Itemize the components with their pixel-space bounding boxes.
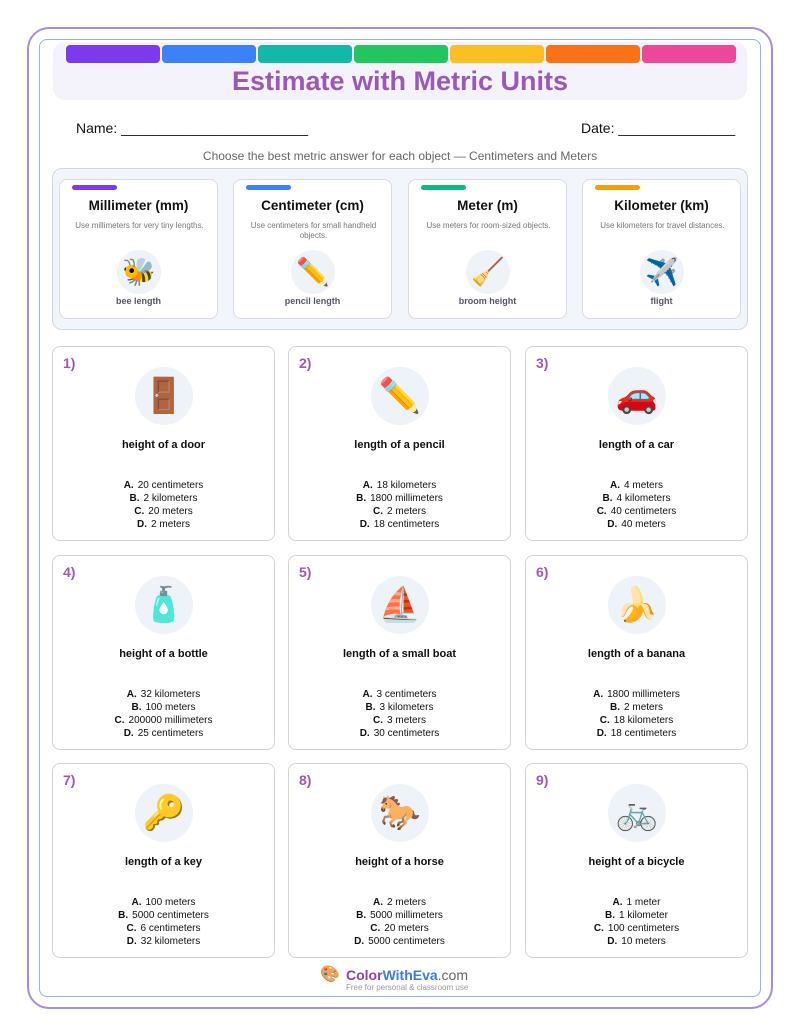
answer-option[interactable]: D. 32 kilometers [126, 936, 201, 947]
question-card-4 [52, 555, 275, 750]
palette-icon: 🎨 [320, 966, 340, 983]
date-field[interactable]: Date: _______________ [581, 120, 736, 136]
question-prompt: height of a bottle [119, 648, 208, 660]
answer-option[interactable]: D. 25 centimeters [123, 728, 204, 739]
unit-card-centimeter [233, 179, 392, 319]
answer-option[interactable]: C. 100 centimeters [593, 923, 680, 934]
unit-description: Use millimeters for very tiny lengths. [75, 221, 204, 230]
answer-option[interactable]: D. 40 meters [607, 519, 666, 530]
answer-options [289, 479, 510, 531]
question-number: 8) [299, 772, 312, 788]
question-prompt: height of a door [121, 439, 206, 451]
answer-option[interactable]: A. 100 meters [131, 897, 196, 908]
answer-option[interactable]: B. 1 kilometer [605, 910, 668, 921]
unit-card-kilometer [582, 179, 741, 319]
question-number: 3) [536, 355, 549, 371]
unit-card-millimeter [59, 179, 218, 319]
bicycle-icon: 🚲 [608, 784, 666, 842]
answer-options [53, 688, 274, 740]
answer-option[interactable]: B. 2 kilometers [129, 493, 198, 504]
unit-accent-bar [72, 185, 117, 190]
answer-options [526, 896, 747, 948]
answer-option[interactable]: A. 18 kilometers [362, 480, 437, 491]
answer-option[interactable]: B. 3 kilometers [365, 702, 434, 713]
answer-option[interactable]: A. 2 meters [373, 897, 426, 908]
answer-options [53, 896, 274, 948]
answer-option[interactable]: A. 4 meters [610, 480, 663, 491]
answer-option[interactable]: C. 20 meters [134, 506, 193, 517]
question-number: 7) [63, 772, 76, 788]
question-number: 9) [536, 772, 549, 788]
answer-option[interactable]: A. 1 meter [612, 897, 661, 908]
unit-accent-bar [595, 185, 640, 190]
bee-icon: 🐝 [117, 250, 161, 294]
question-number: 2) [299, 355, 312, 371]
answer-options [289, 896, 510, 948]
answer-option[interactable]: B. 4 kilometers [602, 493, 671, 504]
answer-options [53, 479, 274, 531]
pencil-icon: ✏️ [371, 367, 429, 425]
question-card-2 [288, 346, 511, 541]
answer-option[interactable]: A. 20 centimeters [123, 480, 204, 491]
car-icon: 🚗 [608, 367, 666, 425]
bottle-icon: 🧴 [135, 576, 193, 634]
page-title: Estimate with Metric Units [231, 66, 569, 96]
footer-tagline: Free for personal & classroom use [346, 983, 469, 992]
answer-option[interactable]: D. 10 meters [607, 936, 666, 947]
answer-option[interactable]: C. 200000 millimeters [114, 715, 213, 726]
unit-title: Meter (m) [457, 198, 518, 213]
unit-caption: broom height [458, 296, 517, 306]
question-card-7 [52, 763, 275, 958]
door-icon: 🚪 [135, 367, 193, 425]
answer-option[interactable]: C. 40 centimeters [596, 506, 677, 517]
rainbow-bar-segment [66, 45, 160, 63]
answer-options [289, 688, 510, 740]
answer-option[interactable]: B. 1800 millimeters [356, 493, 443, 504]
question-card-5 [288, 555, 511, 750]
question-card-8 [288, 763, 511, 958]
answer-option[interactable]: C. 20 meters [370, 923, 429, 934]
rainbow-bar-segment [546, 45, 640, 63]
rainbow-bar-segment [450, 45, 544, 63]
answer-option[interactable]: D. 5000 centimeters [354, 936, 445, 947]
unit-caption: pencil length [284, 296, 341, 306]
unit-title: Centimeter (cm) [261, 198, 364, 213]
unit-title: Millimeter (mm) [88, 198, 189, 213]
question-number: 5) [299, 564, 312, 580]
answer-option[interactable]: C. 6 centimeters [126, 923, 201, 934]
sailboat-icon: ⛵ [371, 576, 429, 634]
key-icon: 🔑 [135, 784, 193, 842]
brand-logo[interactable]: ColorWithEva.com [346, 967, 469, 983]
rainbow-bar-segment [354, 45, 448, 63]
unit-description: Use kilometers for travel distances. [600, 221, 725, 230]
banana-icon: 🍌 [608, 576, 666, 634]
unit-description: Use meters for room-sized objects. [426, 221, 551, 230]
answer-option[interactable]: A. 3 centimeters [362, 689, 437, 700]
answer-option[interactable]: D. 2 meters [137, 519, 190, 530]
unit-caption: flight [650, 296, 673, 306]
answer-option[interactable]: B. 2 meters [610, 702, 663, 713]
instructions: Choose the best metric answer for each object — Centimeters and Meters [202, 149, 598, 163]
answer-option[interactable]: B. 5000 millimeters [356, 910, 443, 921]
answer-option[interactable]: A. 32 kilometers [126, 689, 201, 700]
answer-option[interactable]: D. 30 centimeters [359, 728, 440, 739]
answer-option[interactable]: B. 100 meters [131, 702, 196, 713]
question-prompt: length of a banana [587, 648, 686, 660]
question-card-1 [52, 346, 275, 541]
question-card-9 [525, 763, 748, 958]
answer-option[interactable]: C. 3 meters [373, 715, 426, 726]
name-field[interactable]: Name: ________________________ [76, 120, 308, 136]
question-prompt: length of a small boat [342, 648, 457, 660]
answer-option[interactable]: C. 2 meters [373, 506, 426, 517]
answer-options [526, 479, 747, 531]
question-number: 1) [63, 355, 76, 371]
unit-caption: bee length [115, 296, 161, 306]
answer-option[interactable]: B. 5000 centimeters [118, 910, 209, 921]
answer-option[interactable]: D. 18 centimeters [359, 519, 440, 530]
question-card-3 [525, 346, 748, 541]
rainbow-bar-segment [642, 45, 736, 63]
answer-option[interactable]: C. 18 kilometers [599, 715, 674, 726]
pencil-icon: ✏️ [291, 250, 335, 294]
answer-option[interactable]: D. 18 centimeters [596, 728, 677, 739]
answer-options [526, 688, 747, 740]
question-prompt: height of a bicycle [588, 856, 685, 868]
answer-option[interactable]: A. 1800 millimeters [593, 689, 680, 700]
rainbow-bar-segment [258, 45, 352, 63]
rainbow-bar-segment [162, 45, 256, 63]
question-prompt: length of a car [598, 439, 675, 451]
horse-icon: 🐎 [371, 784, 429, 842]
question-card-6 [525, 555, 748, 750]
unit-title: Kilometer (km) [614, 198, 709, 213]
broom-icon: 🧹 [466, 250, 510, 294]
unit-accent-bar [421, 185, 466, 190]
question-prompt: length of a pencil [354, 439, 445, 451]
unit-accent-bar [246, 185, 291, 190]
unit-card-meter [408, 179, 567, 319]
question-number: 4) [63, 564, 76, 580]
question-number: 6) [536, 564, 549, 580]
airplane-icon: ✈️ [640, 250, 684, 294]
question-prompt: height of a horse [355, 856, 444, 868]
unit-description: Use centimeters for small handheld objects. [250, 221, 377, 240]
question-prompt: length of a key [124, 856, 203, 868]
